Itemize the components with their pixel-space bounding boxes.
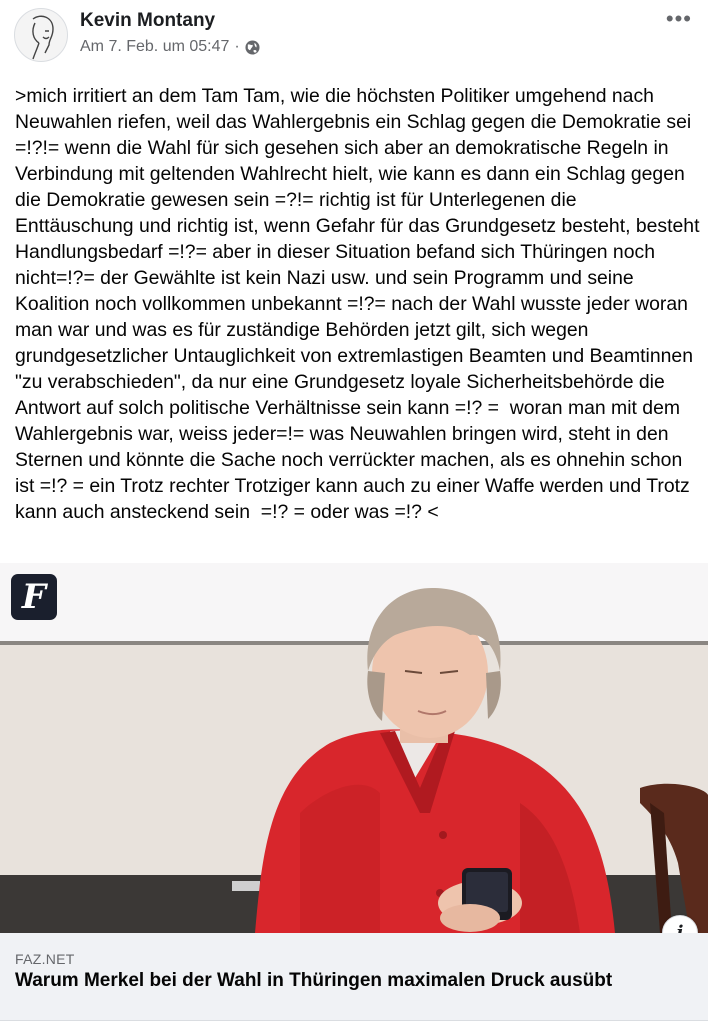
post-timestamp[interactable]: Am 7. Feb. um 05:47 [80, 38, 230, 55]
author-name[interactable]: Kevin Montany [80, 10, 216, 31]
post-header [0, 0, 708, 75]
globe-icon[interactable] [245, 40, 260, 55]
post-text: >mich irritiert an dem Tam Tam, wie die höchsten Politiker umgehend nach Neuwahlen riefen, weil das Wahlergebnis ein Schlag gegen die Demokratie sei =!?!= wenn die Wahl für sich gesehen sich aber an demokratische Regeln in Verbindung mit geltenden Wahlrecht hielt, wie kann es dann ein Schlag gegen die Demokratie gewesen sein =?!= richtig ist für Unterlegenen die Enttäuschung und richtig ist, wenn Gefahr für das Grundgesetz besteht, besteht Handlungsbedarf =!?= aber in dieser Situation befand sich Thüringen noch nicht=!?= der Gewählte ist kein Nazi usw. und sein Programm und seine Koalition noch vollkommen unbekannt =!?= nach der Wahl wusste jeder woran man war und was es für zuständige Behörden jetzt gilt, sich wegen grundgesetzlicher Untauglichkeit von extremlastigen Beamten und Beamtinnen "zu verabschieden", da nur eine Grundgesetz loyale Sicherheitsbehörde die Antwort auf solch politische Verhältnisse sein kann =!? = woran man mit dem Wahlergebnis war, weiss jeder=!= was Neuwahlen bringen wird, steht in den Sternen und könnte die Sache noch verrückter machen, als es ohnehin schon ist =!? = ein Trotz rechter Trotziger kann auch zu einer Waffe werden und Trotz kann auch ansteckend sein =!? = oder was =!? < [15, 85, 705, 523]
faz-logo: F [11, 574, 57, 620]
link-preview-footer[interactable] [0, 933, 708, 1021]
more-options-icon[interactable]: ••• [665, 6, 692, 31]
post-meta [80, 38, 260, 56]
link-source: FAZ.NET [15, 951, 75, 967]
link-title[interactable]: Warum Merkel bei der Wahl in Thüringen maximalen Druck ausübt [15, 970, 613, 991]
meta-separator: · [234, 38, 240, 55]
link-preview-image[interactable] [0, 563, 708, 933]
avatar[interactable] [14, 8, 68, 62]
article-photo [0, 563, 708, 933]
avatar-sketch-icon [15, 9, 68, 62]
